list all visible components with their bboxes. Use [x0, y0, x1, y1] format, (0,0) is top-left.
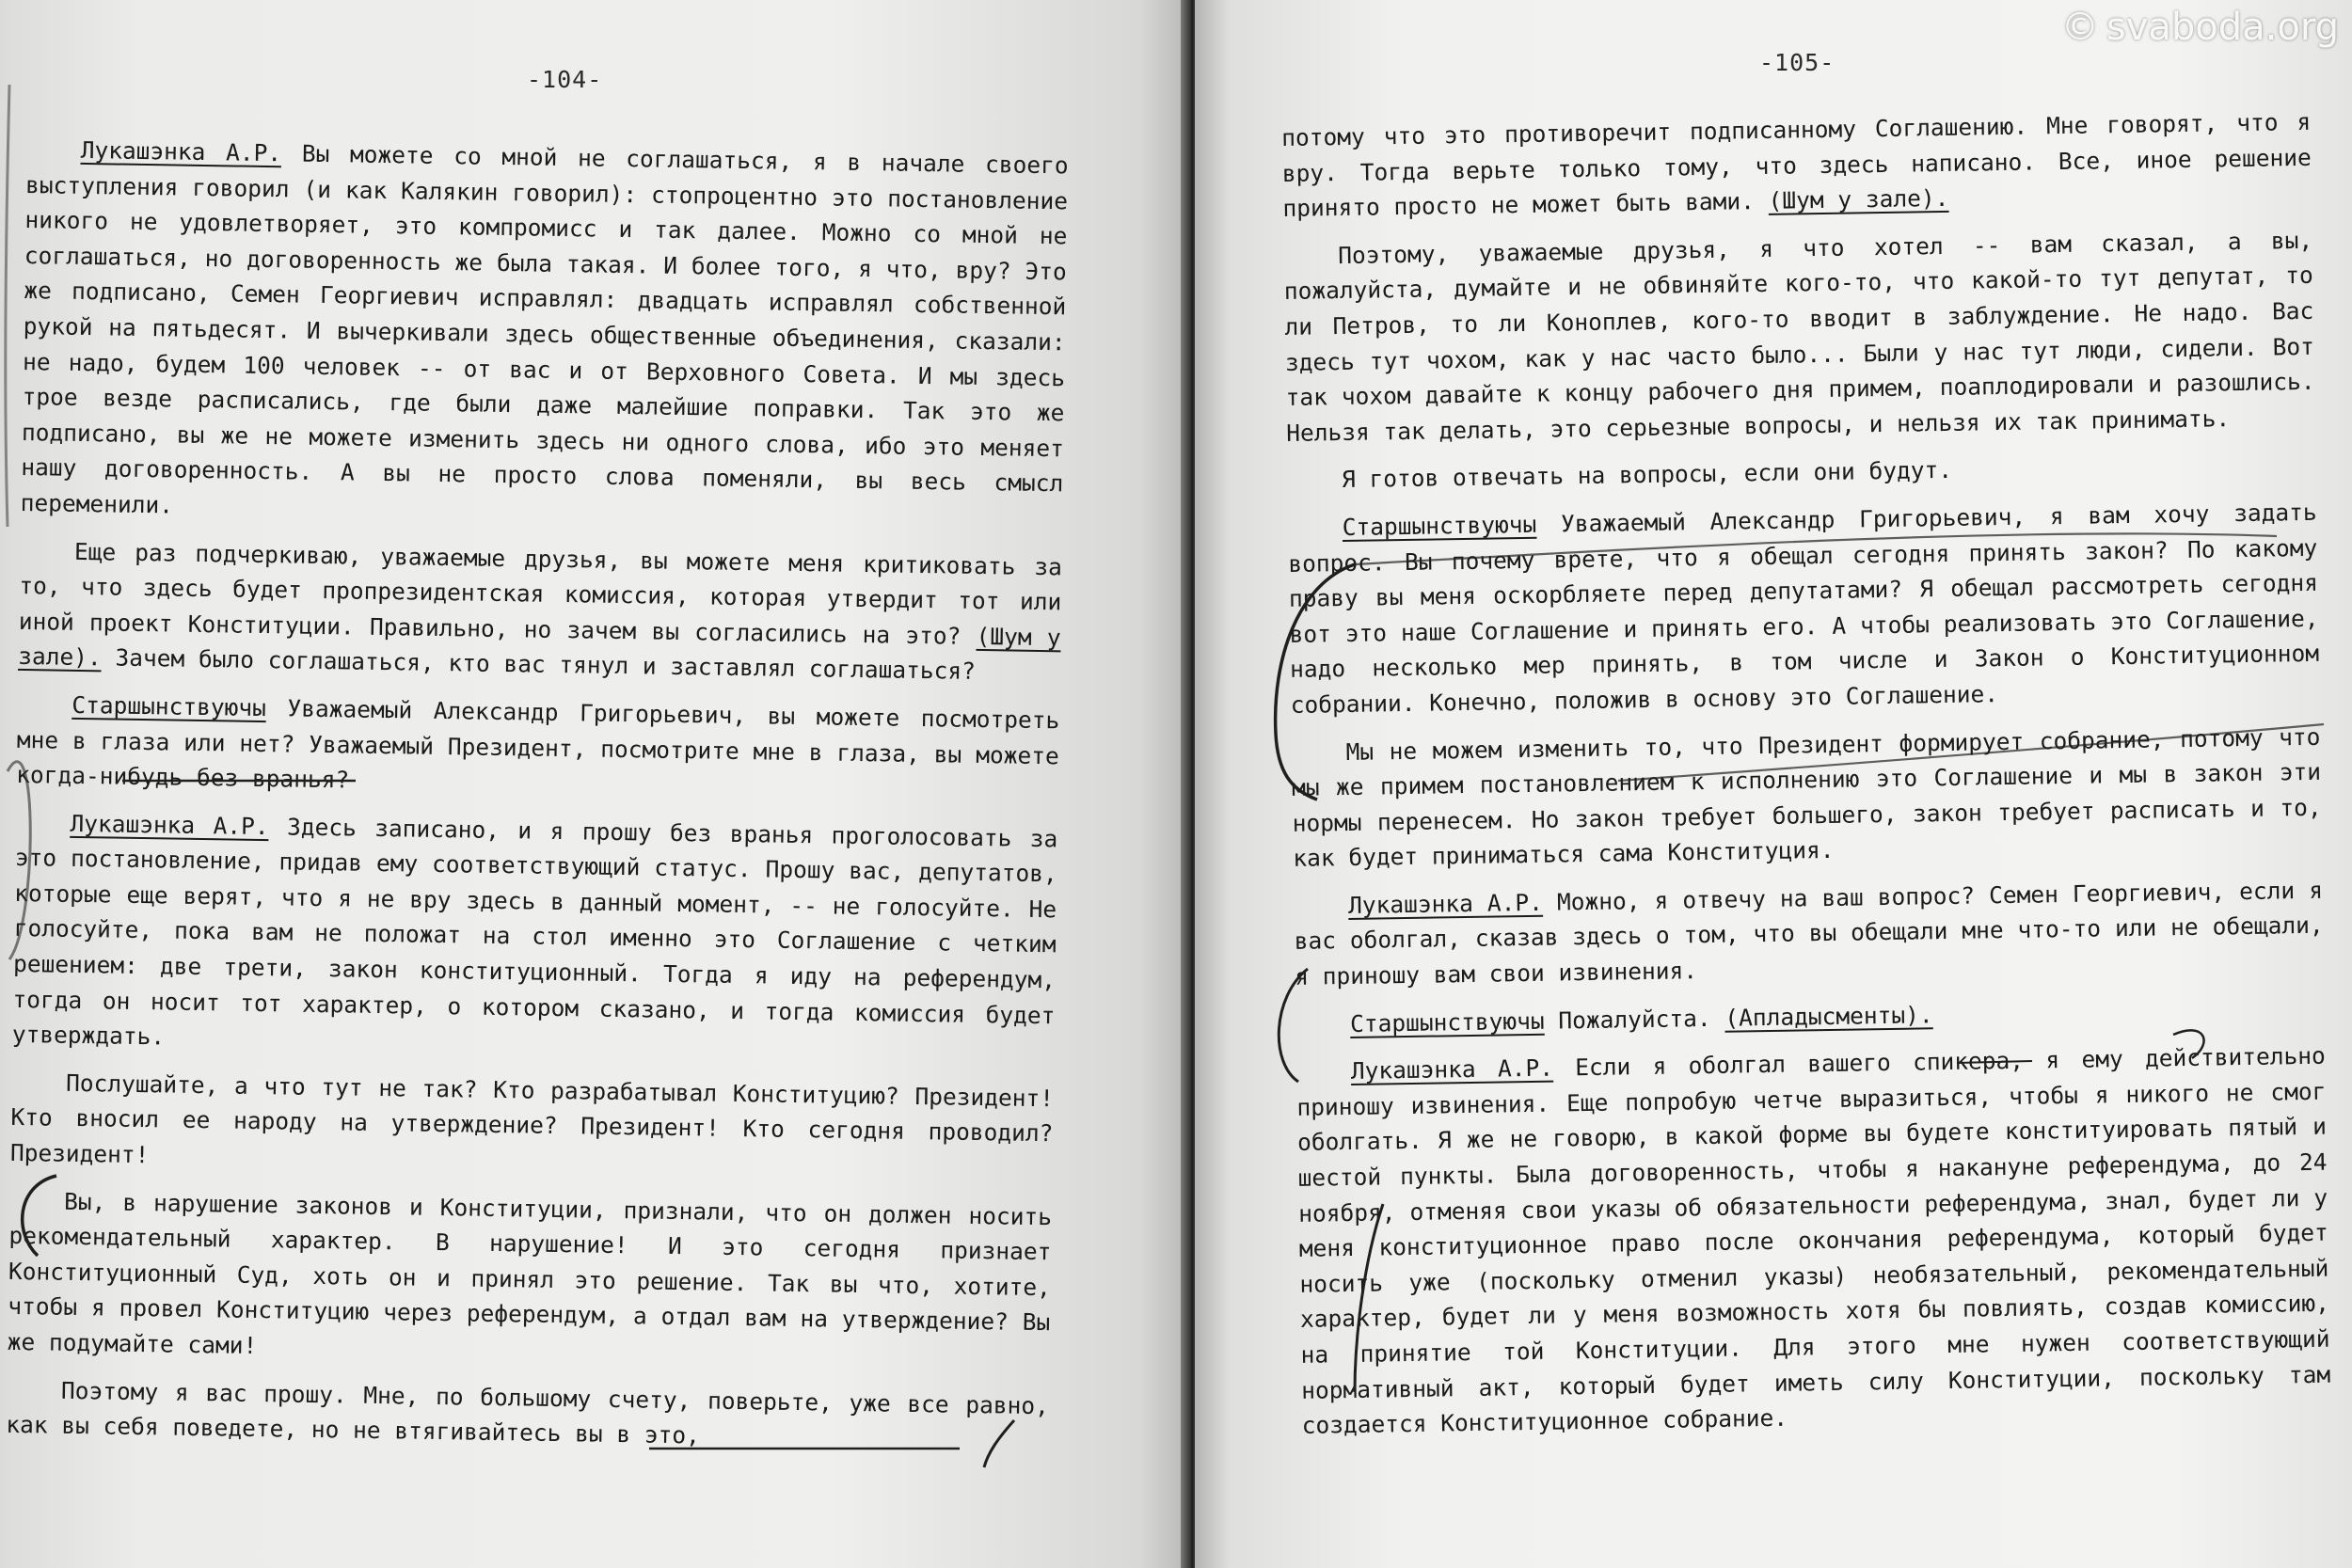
- paragraph-5: [1291, 719, 2322, 877]
- left-page-text: [6, 132, 1069, 1471]
- paragraph-2: [18, 532, 1062, 690]
- paragraph-3: [16, 687, 1060, 809]
- paragraph-text: Зачем было соглашаться, кто вас тянул и заставлял соглашаться?: [101, 643, 977, 686]
- left-page-number: -104-: [527, 66, 603, 93]
- paragraph-4: [12, 805, 1058, 1069]
- stage-note: (Шум у зале).: [1768, 184, 1949, 215]
- watermark-text: svaboda.org: [2106, 6, 2339, 49]
- speaker-name: Старшынствуючы: [1349, 1006, 1545, 1037]
- paragraph-text: Еще раз подчеркиваю, уважаемые друзья, вы можете меня критиковать за то, что здесь будет пропрезидентская комиссия, которая утвердит тот или иной проект Конституции. Правильно, но зачем вы согласились на это?: [18, 537, 1063, 650]
- paragraph-text: Поэтому, уважаемые друзья, я что хотел -- вам сказал, а вы, пожалуйста, думайте и не обвиняйте кого-то, что какой-то тут депутат, то ли Петров, то ли Коноплев, кого-то вводит в заблуждение. Не надо. Вас здесь тут чохом, как у нас часто было... Были у нас тут люди, сидели. Вот так чохом давайте к концу рабочего дня примем, поаплодировали и разошлись. Нельзя так делать, это серьезные вопросы, и нельзя их так принимать.: [1283, 226, 2315, 447]
- copyright-icon: ©: [2060, 6, 2099, 49]
- paragraph-text: Послушайте, а что тут не так? Кто разрабатывал Конституцию? Президент! Кто вносил ее народу на утверждение? Президент! Кто сегодня проводил? Президент!: [9, 1069, 1055, 1169]
- paragraph-5: [10, 1065, 1055, 1187]
- paragraph-text: Я готов отвечать на вопросы, если они будут.: [1341, 456, 1953, 494]
- paragraph-8: [1296, 1038, 2331, 1444]
- paragraph-2: [1283, 223, 2315, 451]
- speaker-name: Лукашэнка А.Р.: [70, 809, 269, 840]
- paragraph-text: Можно, я отвечу на ваш вопрос? Семен Георгиевич, если я вас оболгал, сказав здесь о том, что вы обещали мне что-то или не обещали, я приношу вам свои извинения.: [1294, 876, 2324, 990]
- paragraph-7: [1295, 990, 2325, 1042]
- paragraph-text: Вы можете со мной не соглашаться, я в начале своего выступления говорил (и как Калякин говорил): стопроцентно это постановление никого не удовлетворяет, это компромисс и так далее. Можно со мной не соглашаться, но договоренность же была такая. И более того, я что, вру? Это же подписано, Семен Георгиевич исправлял: двадцать исправлял собственной рукой на пятьдесят. И вычеркивали здесь общественные объединения, сказали: не надо, будем 100 человек -- от вас и от Верховного Совета. И мы здесь трое везде расписались, где были даже малейшие поправки. Так это же подписано, вы же не можете изменить здесь ни одного слова, ибо это меняет нашу договоренность. А вы не просто слова поменяли, вы весь смысл переменили.: [20, 139, 1069, 519]
- right-page-text: [1281, 104, 2331, 1456]
- stage-note: (Шум у зале).: [18, 622, 1061, 672]
- paragraph-text: Уважаемый Александр Григорьевич, вы можете посмотреть мне в глаза или нет? Уважаемый Президент, посмотрите мне в глаза, вы можете когда-нибудь без вранья?: [16, 693, 1060, 794]
- paragraph-text: потому что это противоречит подписанному Соглашению. Мне говорят, что я вру. Тогда верьте только тому, что здесь написано. Все, иное решение принято просто не может быть вами.: [1281, 107, 2312, 223]
- speaker-name: Лукашэнка А.Р.: [80, 135, 282, 167]
- paragraph-text: Уважаемый Александр Григорьевич, я вам хочу задать вопрос. Вы почему врете, что я обещал сегодня принять закон? По какому праву вы меня оскорбляете перед депутатами? Я обещал рассмотреть сегодня вот это наше Соглашение и принять его. А чтобы реализовать это Соглашение, надо несколько мер принять, в том числе и Закон о Конституционном собрании. Конечно, положив в основу это Соглашение.: [1288, 498, 2320, 719]
- paragraph-text: Мы не можем изменить то, что Президент формирует собрание, потому что мы же примем постановлением к исполнению это Соглашение и мы в закон эти нормы перенесем. Но закон требует большего, закон требует расписать и то, как будет приниматься сама Конституция.: [1291, 722, 2322, 873]
- paragraph-6: [7, 1182, 1052, 1375]
- paragraph-7: [6, 1371, 1049, 1459]
- paragraph-1: [21, 132, 1069, 537]
- paragraph-6: [1294, 873, 2325, 995]
- watermark: [2061, 6, 2339, 49]
- paragraph-4: [1288, 495, 2320, 723]
- paragraph-text: Поэтому я вас прошу. Мне, по большому счету, поверьте, уже все равно, как вы себя поведете, но не втягивайтесь вы в это,: [6, 1376, 1050, 1449]
- paragraph-text: Если я оболгал вашего спикера, я ему действительно приношу извинения. Еще попробую четче выразиться, чтобы я никого не смог оболгать. Я же не говорю, в какой форме вы будете конституировать пятый и шестой пункты. Была договоренность, чтобы я накануне референдума, до 24 ноября, отменяя свои указы об обязательности референдума, знал, будет ли у меня конституционное право после окончания референдума, который будет носить уже (поскольку отменил указы) необязательный, рекомендательный характер, будет ли у меня возможность хотя бы повлиять, создав комиссию, на принятие той Конституции. Для этого мне нужен соответствующий нормативный акт, который будет иметь силу Конституции, поскольку там создается Конституционное собрание.: [1296, 1041, 2331, 1440]
- speaker-name: Старшынствуючы: [1342, 510, 1537, 541]
- stage-note: (Апладысменты).: [1724, 1000, 1933, 1032]
- right-page-number: -105-: [1759, 49, 1836, 76]
- paragraph-text: Здесь записано, и я прошу без вранья проголосовать за это постановление, придав ему соответствующий статус. Прошу вас, депутатов, которые еще верят, что я не вру здесь в данный момент, -- не голосуйте. Не голосуйте, пока вам не положат на стол именно это Соглашение с четким решением: две трети, закон конституционный. Тогда я иду на референдум, тогда он носит тот характер, о котором сказано, и тогда комиссия будет утверждать.: [11, 812, 1058, 1051]
- speaker-name: Лукашэнка А.Р.: [1350, 1053, 1554, 1085]
- paragraph-text: Пожалуйста.: [1544, 1004, 1725, 1035]
- speaker-name: Лукашэнка А.Р.: [1347, 888, 1544, 919]
- paragraph-text: Вы, в нарушение законов и Конституции, признали, что он должен носить рекомендательный характер. В нарушение! И это сегодня признает Конституционный Суд, хоть он и принял это решение. Так вы что, хотите, чтобы я провел Конституцию через референдум, а отдал вам на утверждение? Вы же подумайте сами!: [7, 1187, 1053, 1360]
- paragraph-1: [1281, 104, 2312, 227]
- speaker-name: Старшынствуючы: [72, 690, 267, 721]
- paragraph-3: [1287, 447, 2316, 499]
